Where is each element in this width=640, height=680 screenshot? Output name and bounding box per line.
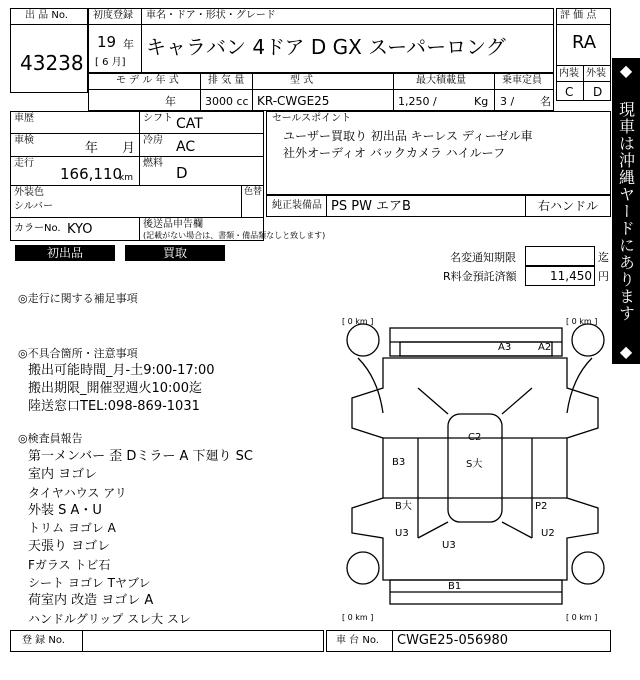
odometer-mark-bottom-left: [ 0 km ] <box>342 613 374 622</box>
chassis-label: 車 台 No. <box>336 635 379 646</box>
damage-mark: U3 <box>442 540 456 551</box>
odometer-mark-top-left: [ 0 km ] <box>342 317 374 326</box>
color-no-value: KYO <box>67 222 93 237</box>
interior-label: 内装 <box>559 68 579 79</box>
sales-line-1: ユーザー買取り 初出品 キーレス ディーゼル車 <box>283 129 533 143</box>
name-deadline-label: 名変通知期限 <box>450 251 516 264</box>
chassis-value: CWGE25-056980 <box>397 633 509 648</box>
defect-line: 搬出可能時間_月-土9:00-17:00 <box>28 363 215 378</box>
model-code-label: 型 式 <box>290 75 314 86</box>
damage-mark: B3 <box>392 457 406 468</box>
buyout-badge: 買取 <box>125 245 225 261</box>
capacity-value: 3 / <box>500 95 515 108</box>
inspector-line: 室内 ヨゴレ <box>28 467 98 482</box>
displacement-label: 排 気 量 <box>208 75 245 86</box>
model-year-unit: 年 <box>165 95 176 108</box>
lot-number: 43238 <box>20 51 84 75</box>
inspector-line: トリム ヨゴレ A <box>28 521 116 535</box>
damage-mark: B大 <box>395 501 412 512</box>
color-change-label: 色替 <box>244 187 263 197</box>
mileage-value: 166,110 <box>60 165 123 183</box>
grade-value: RA <box>572 32 597 53</box>
inspector-title: ◎検査員報告 <box>18 432 83 445</box>
reg-year: 19 <box>97 33 117 51</box>
inspector-line: 外装 S A・U <box>28 503 102 518</box>
inspector-line: 天張り ヨゴレ <box>28 539 111 554</box>
inspection-year: 年 <box>85 141 99 156</box>
damage-mark: B1 <box>448 581 462 592</box>
recycle-label: R料金預託済額 <box>443 270 517 283</box>
lot-label: 出 品 No. <box>25 10 68 21</box>
ext-color-value: シルバー <box>14 201 54 212</box>
details-left <box>10 111 264 241</box>
odometer-mark-top-right: [ 0 km ] <box>566 317 598 326</box>
inspector-line: タイヤハウス アリ <box>28 486 127 500</box>
fuel-value: D <box>176 164 188 182</box>
damage-mark: A3 <box>498 342 512 353</box>
first-listing-badge: 初出品 <box>15 245 115 261</box>
inspector-line: Fガラス トビ石 <box>28 558 111 572</box>
inspector-line: シート ヨゴレ Tヤブレ <box>28 576 151 590</box>
mileage-unit: km <box>119 173 133 183</box>
after-label: 後送品申告欄 <box>143 219 203 230</box>
ac-value: AC <box>176 139 196 155</box>
recycle-value: 11,450 <box>550 269 592 283</box>
exterior-grade: D <box>593 85 603 99</box>
equip-value: PS PW エアB <box>331 199 411 214</box>
reg-month: [ 6 月] <box>95 57 126 68</box>
odometer-mark-bottom-right: [ 0 km ] <box>566 613 598 622</box>
capacity-label: 乗車定員 <box>502 75 542 86</box>
damage-mark: U3 <box>395 528 409 539</box>
car-name: キャラバン 4ドア D GX スーパーロング <box>146 35 506 59</box>
load-label: 最大積載量 <box>416 75 466 86</box>
fuel-label: 燃料 <box>143 158 163 169</box>
inspector-line: ハンドルグリップ スレ大 スレ <box>28 612 191 626</box>
damage-mark: A2 <box>538 342 552 353</box>
color-no-label: カラーNo. <box>14 223 61 234</box>
defect-line: 陸送窓口TEL:098-869-1031 <box>28 399 200 414</box>
handle-value: 右ハンドル <box>538 199 599 213</box>
mileage-label: 走行 <box>14 158 34 169</box>
sales-point-label: セールスポイント <box>272 113 352 124</box>
name-deadline-field <box>525 246 595 266</box>
after-note: (記載がない場合は、書類・備品類なしと致します) <box>143 231 326 240</box>
ac-label: 冷房 <box>143 135 163 146</box>
car-damage-diagram <box>338 318 612 626</box>
shift-label: シフト <box>143 113 173 124</box>
okinawa-yard-banner: ◆ 現車は沖縄ヤードにあります ◆ <box>612 58 640 364</box>
name-label: 車名・ドア・形状・グレード <box>146 10 276 21</box>
load-value: 1,250 / <box>398 95 437 108</box>
inspector-line: 荷室内 改造 ヨゴレ A <box>28 593 154 608</box>
name-deadline-unit: 迄 <box>598 251 609 264</box>
inspector-line: 第一メンバー 歪 Dミラー A 下廻り SC <box>28 449 253 464</box>
equip-label: 純正装備品 <box>272 200 322 211</box>
ext-color-label: 外装色 <box>14 187 44 198</box>
reg-no-label: 登 録 No. <box>22 635 65 646</box>
damage-mark: C2 <box>468 432 482 443</box>
defect-title: ◎不具合箇所・注意事項 <box>18 347 138 360</box>
sales-line-2: 社外オーディオ バックカメラ ハイルーフ <box>283 146 506 160</box>
model-year-label: モ デ ル 年 式 <box>116 75 179 86</box>
recycle-unit: 円 <box>598 270 609 283</box>
inspection-month: 月 <box>122 141 136 156</box>
exterior-label: 外装 <box>586 68 606 79</box>
damage-mark: P2 <box>535 501 548 512</box>
supplement-title: ◎走行に関する補足事項 <box>18 292 138 305</box>
capacity-unit: 名 <box>540 95 551 108</box>
reg-year-unit: 年 <box>123 38 134 51</box>
grade-label: 評 価 点 <box>560 10 597 21</box>
defect-line: 搬出期限_開催翌週火10:00迄 <box>28 381 202 396</box>
damage-mark: S大 <box>466 459 483 470</box>
load-unit: Kg <box>474 95 489 108</box>
damage-mark: U2 <box>541 528 555 539</box>
shift-value: CAT <box>176 116 203 132</box>
history-label: 車歴 <box>14 113 34 124</box>
interior-grade: C <box>565 85 574 99</box>
model-code: KR-CWGE25 <box>257 94 330 108</box>
inspection-label: 車検 <box>14 135 34 146</box>
displacement: 3000 cc <box>205 95 249 108</box>
reg-label: 初度登録 <box>93 10 133 21</box>
